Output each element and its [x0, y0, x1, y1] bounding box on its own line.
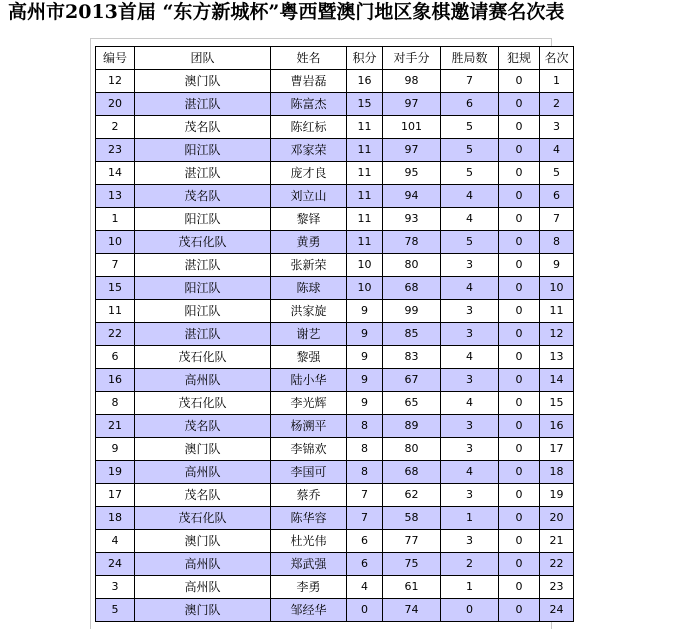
cell-name: 邓家荣 [271, 139, 347, 162]
cell-wins: 5 [441, 139, 499, 162]
cell-opponent-score: 93 [383, 208, 441, 231]
cell-team: 高州队 [135, 461, 271, 484]
cell-rank: 19 [540, 484, 574, 507]
cell-opponent-score: 75 [383, 553, 441, 576]
cell-team: 茂名队 [135, 116, 271, 139]
cell-points: 8 [347, 415, 383, 438]
cell-points: 10 [347, 254, 383, 277]
cell-points: 11 [347, 185, 383, 208]
cell-points: 11 [347, 208, 383, 231]
cell-opponent-score: 61 [383, 576, 441, 599]
cell-rank: 20 [540, 507, 574, 530]
cell-points: 16 [347, 70, 383, 93]
cell-id: 23 [96, 139, 135, 162]
cell-points: 10 [347, 277, 383, 300]
cell-rank: 7 [540, 208, 574, 231]
cell-wins: 3 [441, 254, 499, 277]
cell-rank: 4 [540, 139, 574, 162]
cell-opponent-score: 62 [383, 484, 441, 507]
cell-name: 庞才良 [271, 162, 347, 185]
cell-team: 湛江队 [135, 162, 271, 185]
cell-opponent-score: 77 [383, 530, 441, 553]
cell-points: 9 [347, 392, 383, 415]
cell-wins: 3 [441, 300, 499, 323]
cell-opponent-score: 94 [383, 185, 441, 208]
cell-name: 黎铎 [271, 208, 347, 231]
cell-team: 澳门队 [135, 530, 271, 553]
cell-name: 陈华容 [271, 507, 347, 530]
cell-fouls: 0 [499, 369, 540, 392]
cell-id: 3 [96, 576, 135, 599]
cell-rank: 9 [540, 254, 574, 277]
cell-fouls: 0 [499, 277, 540, 300]
table-row [96, 323, 574, 346]
cell-wins: 3 [441, 484, 499, 507]
cell-team: 澳门队 [135, 599, 271, 622]
cell-id: 19 [96, 461, 135, 484]
cell-fouls: 0 [499, 185, 540, 208]
table-header-row [96, 47, 574, 70]
table-row [96, 300, 574, 323]
cell-wins: 3 [441, 438, 499, 461]
cell-rank: 1 [540, 70, 574, 93]
table-row [96, 369, 574, 392]
cell-opponent-score: 85 [383, 323, 441, 346]
table-row [96, 277, 574, 300]
cell-id: 17 [96, 484, 135, 507]
cell-name: 刘立山 [271, 185, 347, 208]
cell-id: 7 [96, 254, 135, 277]
cell-fouls: 0 [499, 208, 540, 231]
cell-wins: 1 [441, 507, 499, 530]
cell-rank: 10 [540, 277, 574, 300]
cell-name: 李国可 [271, 461, 347, 484]
cell-fouls: 0 [499, 300, 540, 323]
cell-id: 6 [96, 346, 135, 369]
cell-fouls: 0 [499, 507, 540, 530]
cell-id: 10 [96, 231, 135, 254]
cell-wins: 4 [441, 346, 499, 369]
table-row [96, 415, 574, 438]
cell-opponent-score: 89 [383, 415, 441, 438]
cell-id: 13 [96, 185, 135, 208]
table-row [96, 553, 574, 576]
cell-opponent-score: 83 [383, 346, 441, 369]
cell-rank: 18 [540, 461, 574, 484]
cell-team: 湛江队 [135, 254, 271, 277]
col-header-points: 积分 [347, 47, 383, 70]
cell-opponent-score: 67 [383, 369, 441, 392]
table-row [96, 461, 574, 484]
cell-fouls: 0 [499, 599, 540, 622]
cell-name: 陆小华 [271, 369, 347, 392]
cell-rank: 11 [540, 300, 574, 323]
cell-id: 21 [96, 415, 135, 438]
cell-rank: 17 [540, 438, 574, 461]
cell-fouls: 0 [499, 346, 540, 369]
cell-name: 陈红标 [271, 116, 347, 139]
cell-points: 9 [347, 369, 383, 392]
cell-fouls: 0 [499, 254, 540, 277]
cell-wins: 4 [441, 208, 499, 231]
cell-id: 16 [96, 369, 135, 392]
cell-fouls: 0 [499, 116, 540, 139]
cell-name: 黄勇 [271, 231, 347, 254]
cell-id: 9 [96, 438, 135, 461]
cell-wins: 6 [441, 93, 499, 116]
cell-points: 11 [347, 139, 383, 162]
cell-wins: 2 [441, 553, 499, 576]
cell-opponent-score: 58 [383, 507, 441, 530]
cell-team: 茂名队 [135, 415, 271, 438]
cell-opponent-score: 80 [383, 438, 441, 461]
cell-opponent-score: 97 [383, 139, 441, 162]
table-row [96, 438, 574, 461]
cell-rank: 2 [540, 93, 574, 116]
cell-fouls: 0 [499, 530, 540, 553]
cell-name: 李光辉 [271, 392, 347, 415]
cell-id: 12 [96, 70, 135, 93]
col-header-opponent-score: 对手分 [383, 47, 441, 70]
table-row [96, 254, 574, 277]
cell-rank: 21 [540, 530, 574, 553]
table-row [96, 208, 574, 231]
cell-points: 7 [347, 507, 383, 530]
cell-rank: 14 [540, 369, 574, 392]
cell-wins: 3 [441, 369, 499, 392]
cell-points: 9 [347, 300, 383, 323]
cell-opponent-score: 65 [383, 392, 441, 415]
col-header-fouls: 犯规 [499, 47, 540, 70]
cell-name: 蔡乔 [271, 484, 347, 507]
cell-id: 22 [96, 323, 135, 346]
cell-opponent-score: 78 [383, 231, 441, 254]
cell-name: 郑武强 [271, 553, 347, 576]
cell-id: 1 [96, 208, 135, 231]
cell-team: 阳江队 [135, 277, 271, 300]
cell-team: 高州队 [135, 576, 271, 599]
cell-team: 阳江队 [135, 139, 271, 162]
cell-team: 茂石化队 [135, 346, 271, 369]
cell-team: 茂石化队 [135, 231, 271, 254]
table-row [96, 116, 574, 139]
cell-fouls: 0 [499, 93, 540, 116]
cell-points: 11 [347, 116, 383, 139]
cell-wins: 3 [441, 323, 499, 346]
cell-wins: 5 [441, 231, 499, 254]
table-row [96, 185, 574, 208]
cell-name: 邹经华 [271, 599, 347, 622]
cell-wins: 7 [441, 70, 499, 93]
cell-opponent-score: 99 [383, 300, 441, 323]
table-row [96, 576, 574, 599]
cell-name: 陈球 [271, 277, 347, 300]
cell-id: 5 [96, 599, 135, 622]
table-row [96, 484, 574, 507]
cell-opponent-score: 74 [383, 599, 441, 622]
cell-fouls: 0 [499, 231, 540, 254]
cell-name: 陈富杰 [271, 93, 347, 116]
cell-team: 茂石化队 [135, 507, 271, 530]
cell-fouls: 0 [499, 553, 540, 576]
cell-team: 高州队 [135, 553, 271, 576]
cell-rank: 22 [540, 553, 574, 576]
cell-fouls: 0 [499, 70, 540, 93]
cell-points: 11 [347, 231, 383, 254]
cell-points: 7 [347, 484, 383, 507]
table-row [96, 346, 574, 369]
cell-name: 杨溯平 [271, 415, 347, 438]
cell-opponent-score: 101 [383, 116, 441, 139]
cell-points: 15 [347, 93, 383, 116]
cell-rank: 6 [540, 185, 574, 208]
cell-name: 杜光伟 [271, 530, 347, 553]
table-row [96, 93, 574, 116]
cell-points: 6 [347, 553, 383, 576]
cell-team: 澳门队 [135, 70, 271, 93]
cell-points: 8 [347, 461, 383, 484]
cell-fouls: 0 [499, 323, 540, 346]
table-row [96, 162, 574, 185]
cell-opponent-score: 95 [383, 162, 441, 185]
cell-team: 茂石化队 [135, 392, 271, 415]
table-row [96, 139, 574, 162]
table-row [96, 70, 574, 93]
cell-rank: 5 [540, 162, 574, 185]
cell-id: 4 [96, 530, 135, 553]
page-title: 高州市2013首届 “东方新城杯”粤西暨澳门地区象棋邀请赛名次表 [8, 1, 565, 23]
cell-opponent-score: 68 [383, 277, 441, 300]
cell-wins: 5 [441, 116, 499, 139]
cell-opponent-score: 98 [383, 70, 441, 93]
cell-wins: 5 [441, 162, 499, 185]
cell-id: 2 [96, 116, 135, 139]
cell-rank: 24 [540, 599, 574, 622]
cell-name: 曹岩磊 [271, 70, 347, 93]
cell-wins: 4 [441, 277, 499, 300]
cell-opponent-score: 97 [383, 93, 441, 116]
cell-points: 0 [347, 599, 383, 622]
cell-team: 湛江队 [135, 323, 271, 346]
cell-wins: 1 [441, 576, 499, 599]
cell-name: 李锦欢 [271, 438, 347, 461]
cell-fouls: 0 [499, 139, 540, 162]
cell-rank: 15 [540, 392, 574, 415]
cell-id: 11 [96, 300, 135, 323]
cell-name: 张新荣 [271, 254, 347, 277]
cell-rank: 8 [540, 231, 574, 254]
col-header-team: 团队 [135, 47, 271, 70]
table-body [96, 70, 574, 622]
cell-wins: 4 [441, 461, 499, 484]
ranking-table [95, 46, 574, 622]
cell-wins: 3 [441, 415, 499, 438]
cell-name: 洪家旋 [271, 300, 347, 323]
table-row [96, 599, 574, 622]
cell-team: 湛江队 [135, 93, 271, 116]
cell-name: 李勇 [271, 576, 347, 599]
table-row [96, 392, 574, 415]
cell-opponent-score: 80 [383, 254, 441, 277]
cell-wins: 4 [441, 392, 499, 415]
cell-rank: 23 [540, 576, 574, 599]
cell-team: 茂名队 [135, 484, 271, 507]
table-row [96, 530, 574, 553]
cell-wins: 4 [441, 185, 499, 208]
cell-points: 4 [347, 576, 383, 599]
cell-id: 18 [96, 507, 135, 530]
cell-points: 9 [347, 323, 383, 346]
col-header-rank: 名次 [540, 47, 574, 70]
cell-name: 黎强 [271, 346, 347, 369]
cell-wins: 0 [441, 599, 499, 622]
cell-fouls: 0 [499, 162, 540, 185]
cell-team: 澳门队 [135, 438, 271, 461]
cell-id: 8 [96, 392, 135, 415]
table-row [96, 231, 574, 254]
cell-id: 14 [96, 162, 135, 185]
cell-fouls: 0 [499, 576, 540, 599]
cell-team: 阳江队 [135, 300, 271, 323]
cell-team: 高州队 [135, 369, 271, 392]
cell-rank: 16 [540, 415, 574, 438]
cell-id: 20 [96, 93, 135, 116]
cell-fouls: 0 [499, 392, 540, 415]
cell-wins: 3 [441, 530, 499, 553]
col-header-name: 姓名 [271, 47, 347, 70]
cell-fouls: 0 [499, 415, 540, 438]
table-row [96, 507, 574, 530]
cell-points: 11 [347, 162, 383, 185]
cell-rank: 13 [540, 346, 574, 369]
cell-rank: 12 [540, 323, 574, 346]
cell-points: 8 [347, 438, 383, 461]
cell-points: 6 [347, 530, 383, 553]
cell-fouls: 0 [499, 484, 540, 507]
cell-name: 谢艺 [271, 323, 347, 346]
cell-rank: 3 [540, 116, 574, 139]
cell-id: 24 [96, 553, 135, 576]
cell-fouls: 0 [499, 438, 540, 461]
cell-opponent-score: 68 [383, 461, 441, 484]
col-header-id: 编号 [96, 47, 135, 70]
cell-team: 茂名队 [135, 185, 271, 208]
cell-fouls: 0 [499, 461, 540, 484]
cell-id: 15 [96, 277, 135, 300]
cell-team: 阳江队 [135, 208, 271, 231]
cell-points: 9 [347, 346, 383, 369]
col-header-wins: 胜局数 [441, 47, 499, 70]
